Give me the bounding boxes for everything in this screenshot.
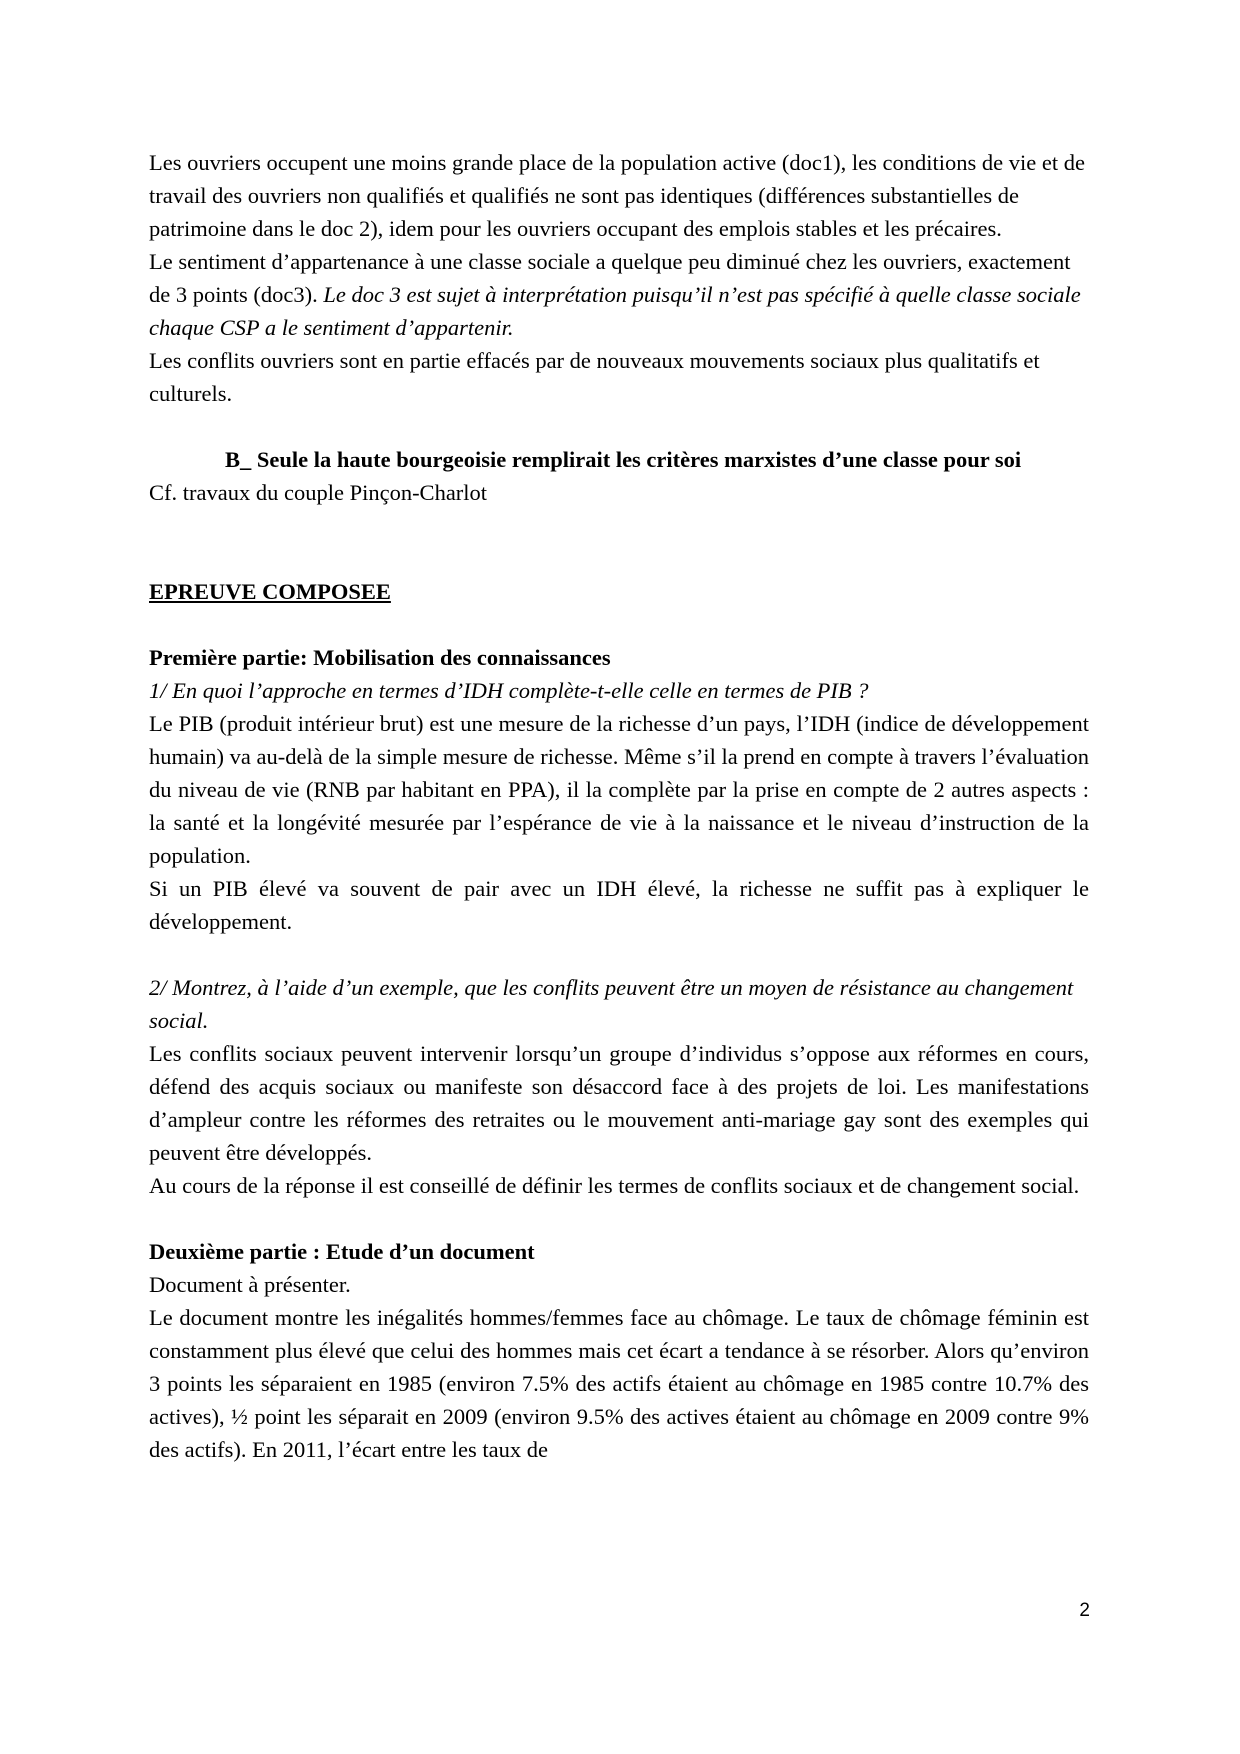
answer-2-paragraph-1: Les conflits sociaux peuvent intervenir lorsqu’un groupe d’individus s’oppose aux réformes en cours, défend des acquis sociaux ou manifeste son désaccord face à des projets de loi. Les manifestations d’ampleur contre les réformes des retraites ou le mouvement anti-mariage gay sont des exemples qui peuvent être développés. (149, 1041, 1089, 1165)
answer-1-paragraph-1: Le PIB (produit intérieur brut) est une mesure de la richesse d’un pays, l’IDH (indice de développement humain) va au-delà de la simple mesure de richesse. Même s’il la prend en compte à travers l’évaluation du niveau de vie (RNB par habitant en PPA), il la complète par la prise en compte de 2 autres aspects : la santé et la longévité mesurée par l’espérance de vie à la naissance et le niveau d’instruction de la population. (149, 711, 1089, 868)
spacer (149, 608, 1089, 641)
paragraph-conflits-ouvriers: Les conflits ouvriers sont en partie effacés par de nouveaux mouvements sociaux plus qualitatifs et culturels. (149, 348, 1040, 406)
epreuve-title: EPREUVE COMPOSEE (149, 579, 391, 604)
section-b-reference: Cf. travaux du couple Pinçon-Charlot (149, 480, 488, 505)
spacer (149, 410, 1089, 443)
page-content (149, 146, 1089, 1466)
spacer (149, 509, 1089, 575)
paragraph-sentiment-appartenance (149, 245, 1089, 344)
question-1: 1/ En quoi l’approche en termes d’IDH complète-t-elle celle en termes de PIB ? (149, 678, 869, 703)
spacer (149, 1202, 1089, 1235)
part2-heading: Deuxième partie : Etude d’un document (149, 1239, 535, 1264)
section-b-heading: B_ Seule la haute bourgeoisie remplirait les critères marxistes d’une classe pour soi (225, 447, 1022, 472)
question-2: 2/ Montrez, à l’aide d’un exemple, que les conflits peuvent être un moyen de résistance au changement social. (149, 975, 1074, 1033)
spacer (149, 938, 1089, 971)
part2-intro: Document à présenter. (149, 1272, 351, 1297)
page-number: 2 (1079, 1600, 1090, 1621)
paragraph-ouvriers-population: Les ouvriers occupent une moins grande place de la population active (doc1), les conditions de vie et de travail des ouvriers non qualifiés et qualifiés ne sont pas identiques (différences substantielles de patrimoine dans le doc 2), idem pour les ouvriers occupant des emplois stables et les précaires. (149, 150, 1085, 241)
paragraph-sentiment-note: Le doc 3 est sujet à interprétation puisqu’il n’est pas spécifié à quelle classe sociale chaque CSP a le sentiment d’appartenir. (149, 282, 1081, 340)
answer-2-paragraph-2: Au cours de la réponse il est conseillé de définir les termes de conflits sociaux et de changement social. (149, 1173, 1080, 1198)
answer-1-paragraph-2: Si un PIB élevé va souvent de pair avec un IDH élevé, la richesse ne suffit pas à expliquer le développement. (149, 876, 1089, 934)
part1-heading: Première partie: Mobilisation des connaissances (149, 645, 611, 670)
paragraph-sentiment-text: Le sentiment d’appartenance à une classe sociale a quelque peu diminué chez les ouvriers, exactement de 3 points (doc3). (149, 249, 1071, 307)
part2-paragraph-1: Le document montre les inégalités hommes/femmes face au chômage. Le taux de chômage féminin est constamment plus élevé que celui des hommes mais cet écart a tendance à se résorber. Alors qu’environ 3 points les séparaient en 1985 (environ 7.5% des actifs étaient au chômage en 1985 contre 10.7% des actives), ½ point les séparait en 2009 (environ 9.5% des actives étaient au chômage en 2009 contre 9% des actifs). En 2011, l’écart entre les taux de (149, 1305, 1089, 1462)
